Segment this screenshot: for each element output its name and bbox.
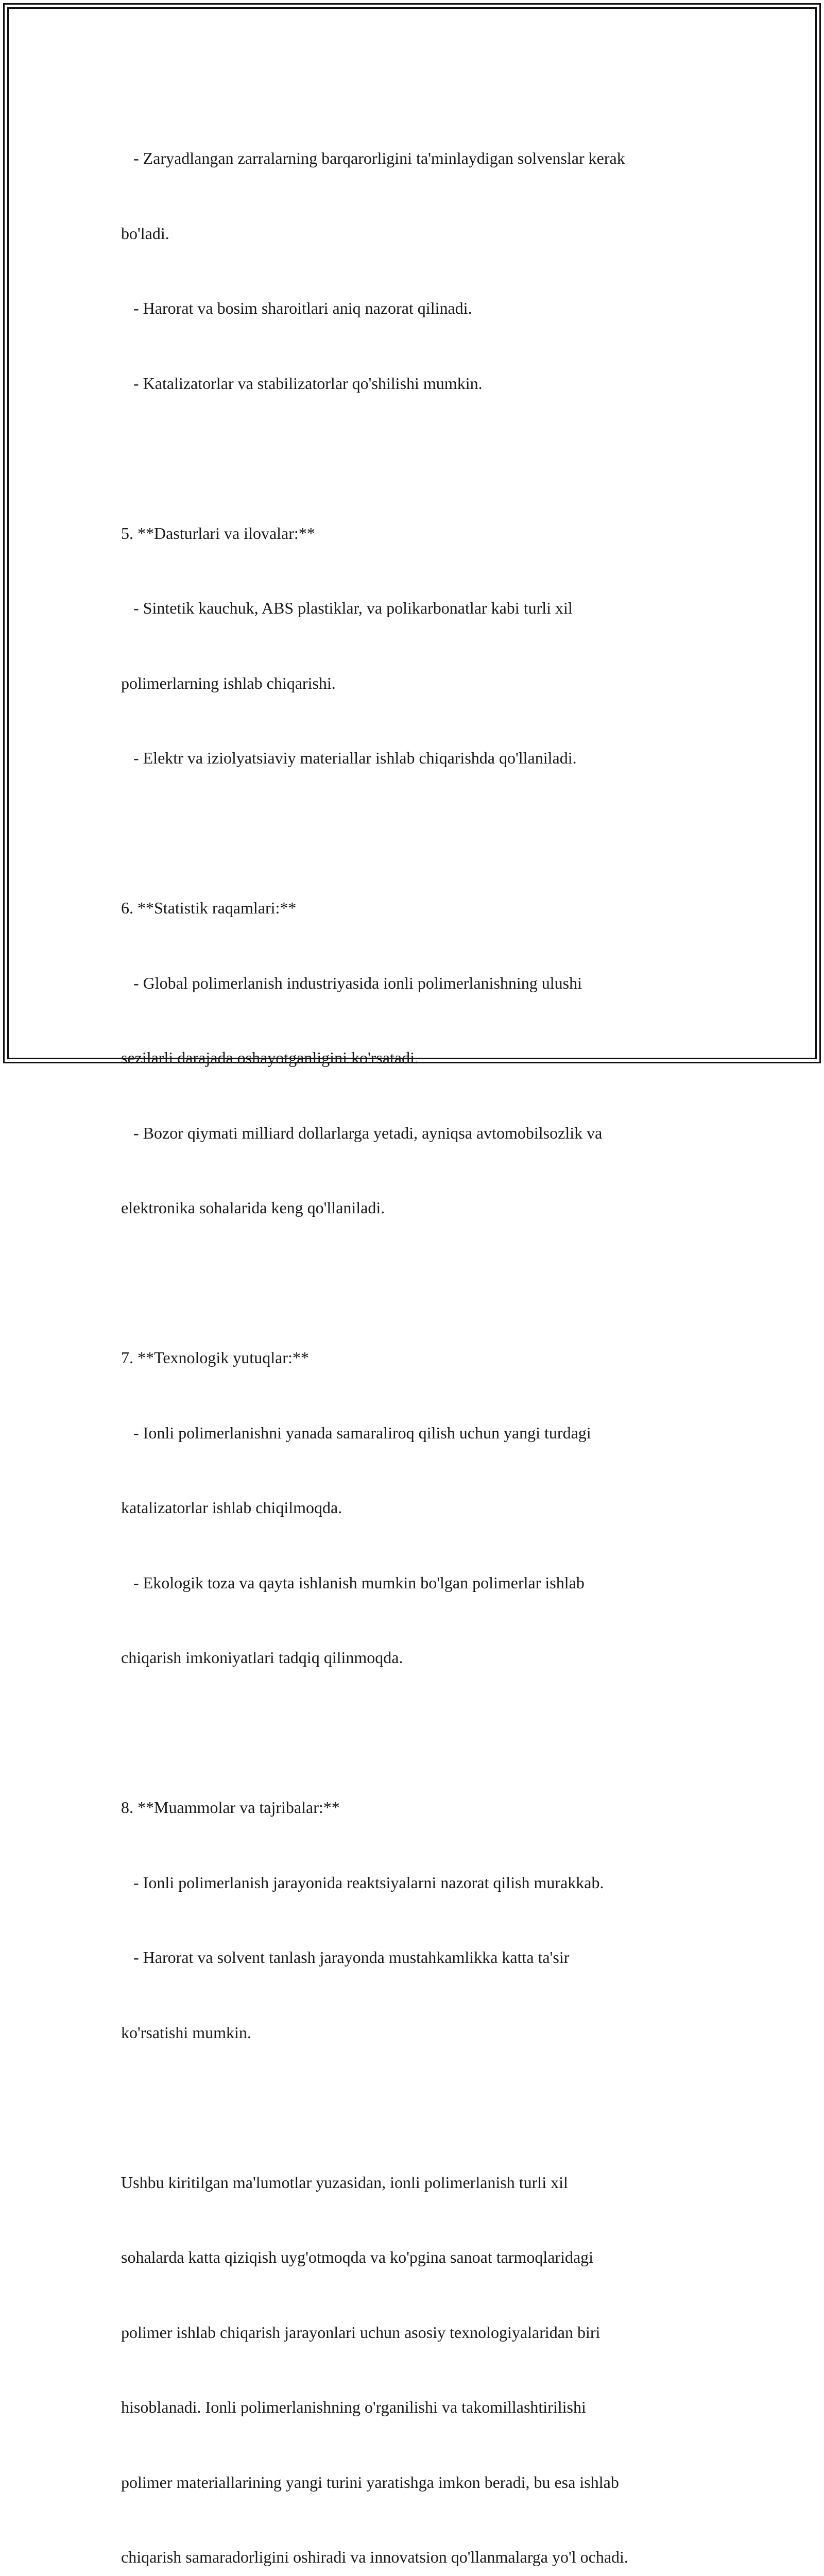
text-line: elektronika sohalarida keng qo'llaniladi. <box>121 1198 385 1217</box>
text-line: ko'rsatishi mumkin. <box>121 2023 251 2042</box>
text-line: katalizatorlar ishlab chiqilmoqda. <box>121 1498 342 1517</box>
text-line: sezilarli darajada oshayotganligini ko'rsatadi. <box>121 1048 419 1067</box>
text-line: - Bozor qiymati milliard dollarlarga yetadi, ayniqsa avtomobilsozlik va <box>121 1123 603 1142</box>
text-line: - Ionli polimerlanish jarayonida reaktsiyalarni nazorat qilish murakkab. <box>121 1873 604 1892</box>
conclusion-line: Ushbu kiritilgan ma'lumotlar yuzasidan, ionli polimerlanish turli xil <box>121 2173 568 2192</box>
text-line: - Global polimerlanish industriyasida ionli polimerlanishning ulushi <box>121 973 582 992</box>
document-body <box>121 96 713 2576</box>
section-heading: 8. **Muammolar va tajribalar:** <box>121 1798 340 1817</box>
conclusion-line: polimer ishlab chiqarish jarayonlari uchun asosiy texnologiyalaridan biri <box>121 2323 600 2342</box>
blank-line <box>121 1270 713 1296</box>
text-line: - Katalizatorlar va stabilizatorlar qo'shilishi mumkin. <box>121 374 483 393</box>
text-line: - Harorat va solvent tanlash jarayonda mustahkamlikka katta ta'sir <box>121 1948 570 1967</box>
conclusion-line: chiqarish samaradorligini oshiradi va innovatsion qo'llanmalarga yo'l ochadi. <box>121 2548 628 2566</box>
text-line: chiqarish imkoniyatlari tadqiq qilinmoqda. <box>121 1648 403 1667</box>
text-line: bo'ladi. <box>121 224 169 243</box>
blank-line <box>121 821 713 846</box>
text-line: - Ekologik toza va qayta ishlanish mumkin bo'lgan polimerlar ishlab <box>121 1573 585 1592</box>
conclusion-line: hisoblanadi. Ionli polimerlanishning o'rganilishi va takomillashtirilishi <box>121 2398 586 2416</box>
text-line: - Harorat va bosim sharoitlari aniq nazorat qilinadi. <box>121 299 472 317</box>
section-heading: 7. **Texnologik yutuqlar:** <box>121 1348 309 1367</box>
blank-line <box>121 446 713 471</box>
section-heading: 6. **Statistik raqamlari:** <box>121 899 297 917</box>
section-heading: 5. **Dasturlari va ilovalar:** <box>121 523 315 543</box>
blank-line <box>121 2095 713 2120</box>
text-line: - Elektr va iziolyatsiaviy materiallar ishlab chiqarishda qo'llaniladi. <box>121 749 577 767</box>
text-line: - Zaryadlangan zarralarning barqarorligini ta'minlaydigan solvenslar kerak <box>121 149 625 167</box>
text-line: polimerlarning ishlab chiqarishi. <box>121 673 336 692</box>
text-line: - Ionli polimerlanishni yanada samaraliroq qilish uchun yangi turdagi <box>121 1423 591 1442</box>
text-line: - Sintetik kauchuk, ABS plastiklar, va polikarbonatlar kabi turli xil <box>121 599 573 617</box>
blank-line <box>121 1720 713 1745</box>
conclusion-line: sohalarda katta qiziqish uyg'otmoqda va ko'pgina sanoat tarmoqlaridagi <box>121 2248 594 2266</box>
conclusion-line: polimer materiallarining yangi turini yaratishga imkon beradi, bu esa ishlab <box>121 2472 619 2492</box>
